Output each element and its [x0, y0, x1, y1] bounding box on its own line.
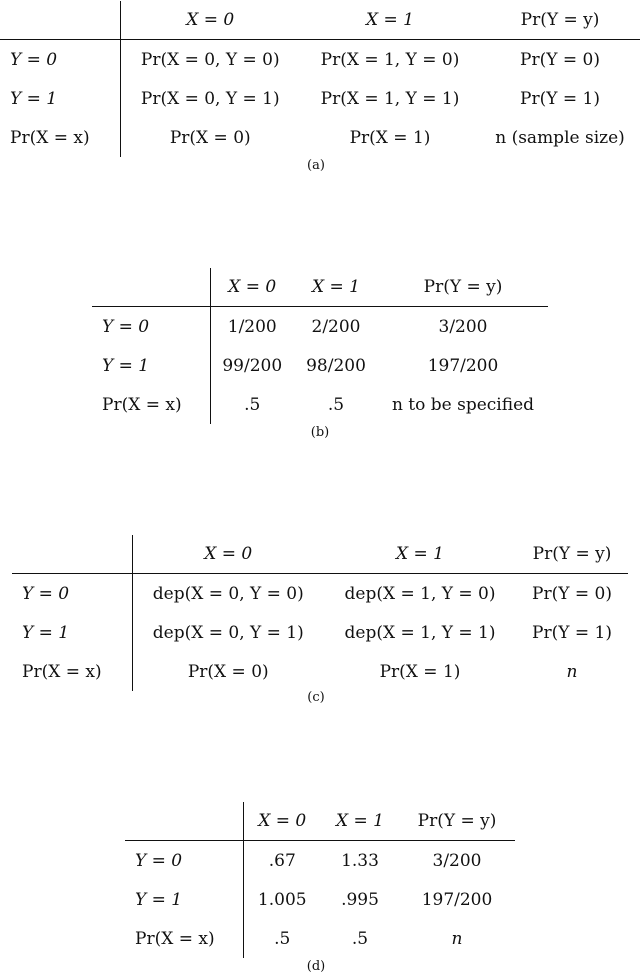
table-header-row: [125, 802, 515, 841]
table-cell: 197/200: [421, 889, 493, 910]
row-label: Y = 1: [12, 613, 132, 652]
header-cell: Pr(Y = y): [516, 535, 628, 574]
table-header-row: [12, 535, 628, 574]
table-cell: .995: [341, 889, 379, 910]
header-cell: Pr(Y = y): [480, 1, 640, 40]
table-row: [125, 841, 515, 881]
table-cell: 98/200: [306, 355, 366, 376]
table-cell: 3/200: [438, 316, 488, 337]
table-row: [12, 652, 628, 691]
table-cell: 3/200: [432, 850, 482, 871]
table-cell: dep(X = 0, Y = 1): [152, 622, 304, 643]
table-row: [12, 613, 628, 652]
table-b: [92, 268, 548, 424]
table-row: [12, 574, 628, 614]
header-cell: X = 0: [243, 802, 321, 841]
table-cell: Pr(X = 1): [349, 127, 431, 148]
row-label: Y = 0: [92, 307, 210, 347]
table-cell: .5: [351, 928, 369, 949]
header-cell: X = 0: [120, 1, 300, 40]
table-cell: Pr(X = 0, Y = 0): [140, 49, 280, 70]
table-cell: n to be specified: [391, 394, 535, 415]
row-label: Y = 0: [12, 574, 132, 614]
header-cell: X = 1: [321, 802, 399, 841]
table-cell: 1.33: [341, 850, 379, 871]
row-label: Y = 1: [125, 880, 243, 919]
header-cell: X = 1: [300, 1, 480, 40]
table-row: [92, 346, 548, 385]
row-label: Y = 1: [0, 79, 120, 118]
table-cell: .5: [327, 394, 345, 415]
header-cell: Pr(Y = y): [378, 268, 548, 307]
header-cell: X = 1: [294, 268, 378, 307]
table-header-row: [92, 268, 548, 307]
table-cell: .5: [274, 928, 291, 949]
table-cell: dep(X = 1, Y = 1): [344, 622, 496, 643]
header-corner-cell: [0, 1, 120, 40]
table-cell: Pr(X = 0, Y = 1): [140, 88, 280, 109]
table-cell: Pr(Y = 0): [532, 583, 612, 604]
table-cell: n: [451, 928, 463, 949]
caption-a: (a): [307, 158, 325, 173]
table-row: [92, 307, 548, 347]
table-cell: n (sample size): [495, 127, 625, 148]
table-row: [125, 880, 515, 919]
header-corner-cell: [12, 535, 132, 574]
row-label: Pr(X = x): [0, 118, 120, 157]
table-cell: 1/200: [227, 316, 277, 337]
table-cell: Pr(Y = 0): [520, 49, 600, 70]
table-row: [125, 919, 515, 958]
caption-c: (c): [307, 690, 325, 705]
header-cell: X = 1: [324, 535, 516, 574]
table-cell: .5: [244, 394, 261, 415]
row-label: Pr(X = x): [12, 652, 132, 691]
table-cell: Pr(X = 1, Y = 0): [320, 49, 460, 70]
table-a: [0, 1, 640, 157]
header-corner-cell: [92, 268, 210, 307]
table-row: [92, 385, 548, 424]
table-cell: Pr(X = 1): [379, 661, 461, 682]
header-cell: Pr(Y = y): [399, 802, 515, 841]
row-label: Y = 1: [92, 346, 210, 385]
table-row: [0, 40, 640, 80]
table-cell: 99/200: [222, 355, 283, 376]
row-label: Y = 0: [125, 841, 243, 881]
table-header-row: [0, 1, 640, 40]
caption-b: (b): [310, 425, 330, 440]
row-label: Pr(X = x): [92, 385, 210, 424]
table-cell: .67: [268, 850, 296, 871]
table-cell: 1.005: [257, 889, 307, 910]
table-cell: Pr(X = 1, Y = 1): [320, 88, 460, 109]
table-cell: Pr(Y = 1): [532, 622, 612, 643]
table-row: [0, 79, 640, 118]
caption-d: (d): [306, 959, 326, 974]
row-label: Y = 0: [0, 40, 120, 80]
table-row: [0, 118, 640, 157]
table-cell: Pr(X = 0): [169, 127, 251, 148]
header-cell: X = 0: [132, 535, 324, 574]
header-cell: X = 0: [210, 268, 294, 307]
table-cell: Pr(X = 0): [187, 661, 269, 682]
table-cell: dep(X = 1, Y = 0): [344, 583, 496, 604]
table-d: [125, 802, 515, 958]
header-corner-cell: [125, 802, 243, 841]
table-cell: n: [566, 661, 578, 682]
table-cell: 2/200: [311, 316, 361, 337]
table-cell: Pr(Y = 1): [520, 88, 600, 109]
row-label: Pr(X = x): [125, 919, 243, 958]
table-c: [12, 535, 628, 691]
table-cell: dep(X = 0, Y = 0): [152, 583, 304, 604]
table-cell: 197/200: [427, 355, 499, 376]
